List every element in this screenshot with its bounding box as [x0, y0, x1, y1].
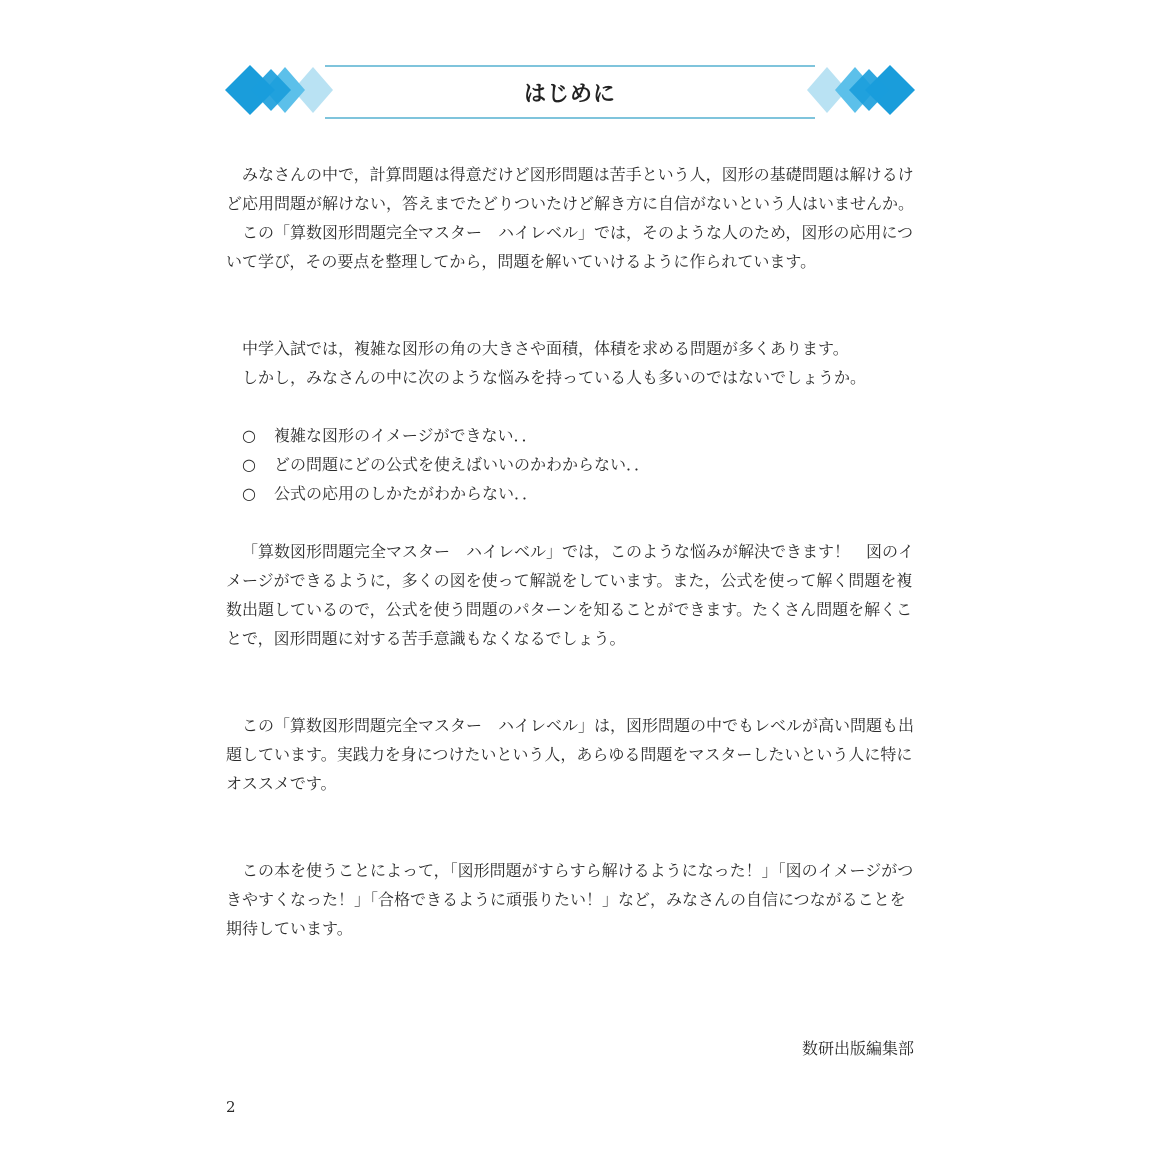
diamond-ornament-left	[225, 55, 335, 125]
title-header	[225, 55, 915, 125]
paragraph-5: 「算数図形問題完全マスター ハイレベル」では，このような悩みが解決できます！ 図のイメージができるように，多くの図を使って解説をしています。また，公式を使って解く問題を複数出題しているので，公式を使う問題のパターンを知ることができます。たくさん問題を解くことで，図形問題に対する苦手意識もなくなるでしょう。	[226, 542, 915, 648]
paragraph-6: この「算数図形問題完全マスター ハイレベル」は，図形問題の中でもレベルが高い問題も出題しています。実践力を身につけたいという人，あらゆる問題をマスターしたいという人に特にオススメです。	[226, 716, 915, 793]
introduction-body	[226, 160, 916, 943]
paragraph-1: みなさんの中で，計算問題は得意だけど図形問題は苦手という人，図形の基礎問題は解けるけど応用問題が解けない，答えまでたどりついたけど解き方に自信がないという人はいませんか。	[226, 165, 915, 213]
editor-signature: 数研出版編集部	[801, 1039, 914, 1058]
list-item: ○ 公式の応用のしかたがわからない．．	[226, 479, 916, 508]
concern-list	[226, 421, 916, 508]
paragraph-3: 中学入試では，複雑な図形の角の大きさや面積，体積を求める問題が多くあります。	[242, 339, 849, 358]
paragraph-7: この本を使うことによって，「図形問題がすらすら解けるようになった！」「図のイメージがつきやすくなった！」「合格できるように頑張りたい！」など，みなさんの自信につながることを期待しています。	[226, 861, 914, 938]
paragraph-2: この「算数図形問題完全マスター ハイレベル」では，そのような人のため，図形の応用について学び，その要点を整理してから，問題を解いていけるように作られています。	[226, 223, 914, 271]
list-item: ○ 複雑な図形のイメージができない．．	[226, 421, 916, 450]
circle-bullet-icon: ○	[242, 426, 256, 445]
page-title: はじめに	[523, 81, 616, 107]
circle-bullet-icon: ○	[242, 455, 256, 474]
page-number: 2	[226, 1098, 236, 1116]
circle-bullet-icon: ○	[242, 484, 256, 503]
diamond-ornament-right	[805, 55, 915, 125]
paragraph-4: しかし，みなさんの中に次のような悩みを持っている人も多いのではないでしょうか。	[242, 368, 867, 387]
list-item: ○ どの問題にどの公式を使えばいいのかわからない．．	[226, 450, 916, 479]
title-frame	[325, 65, 815, 119]
